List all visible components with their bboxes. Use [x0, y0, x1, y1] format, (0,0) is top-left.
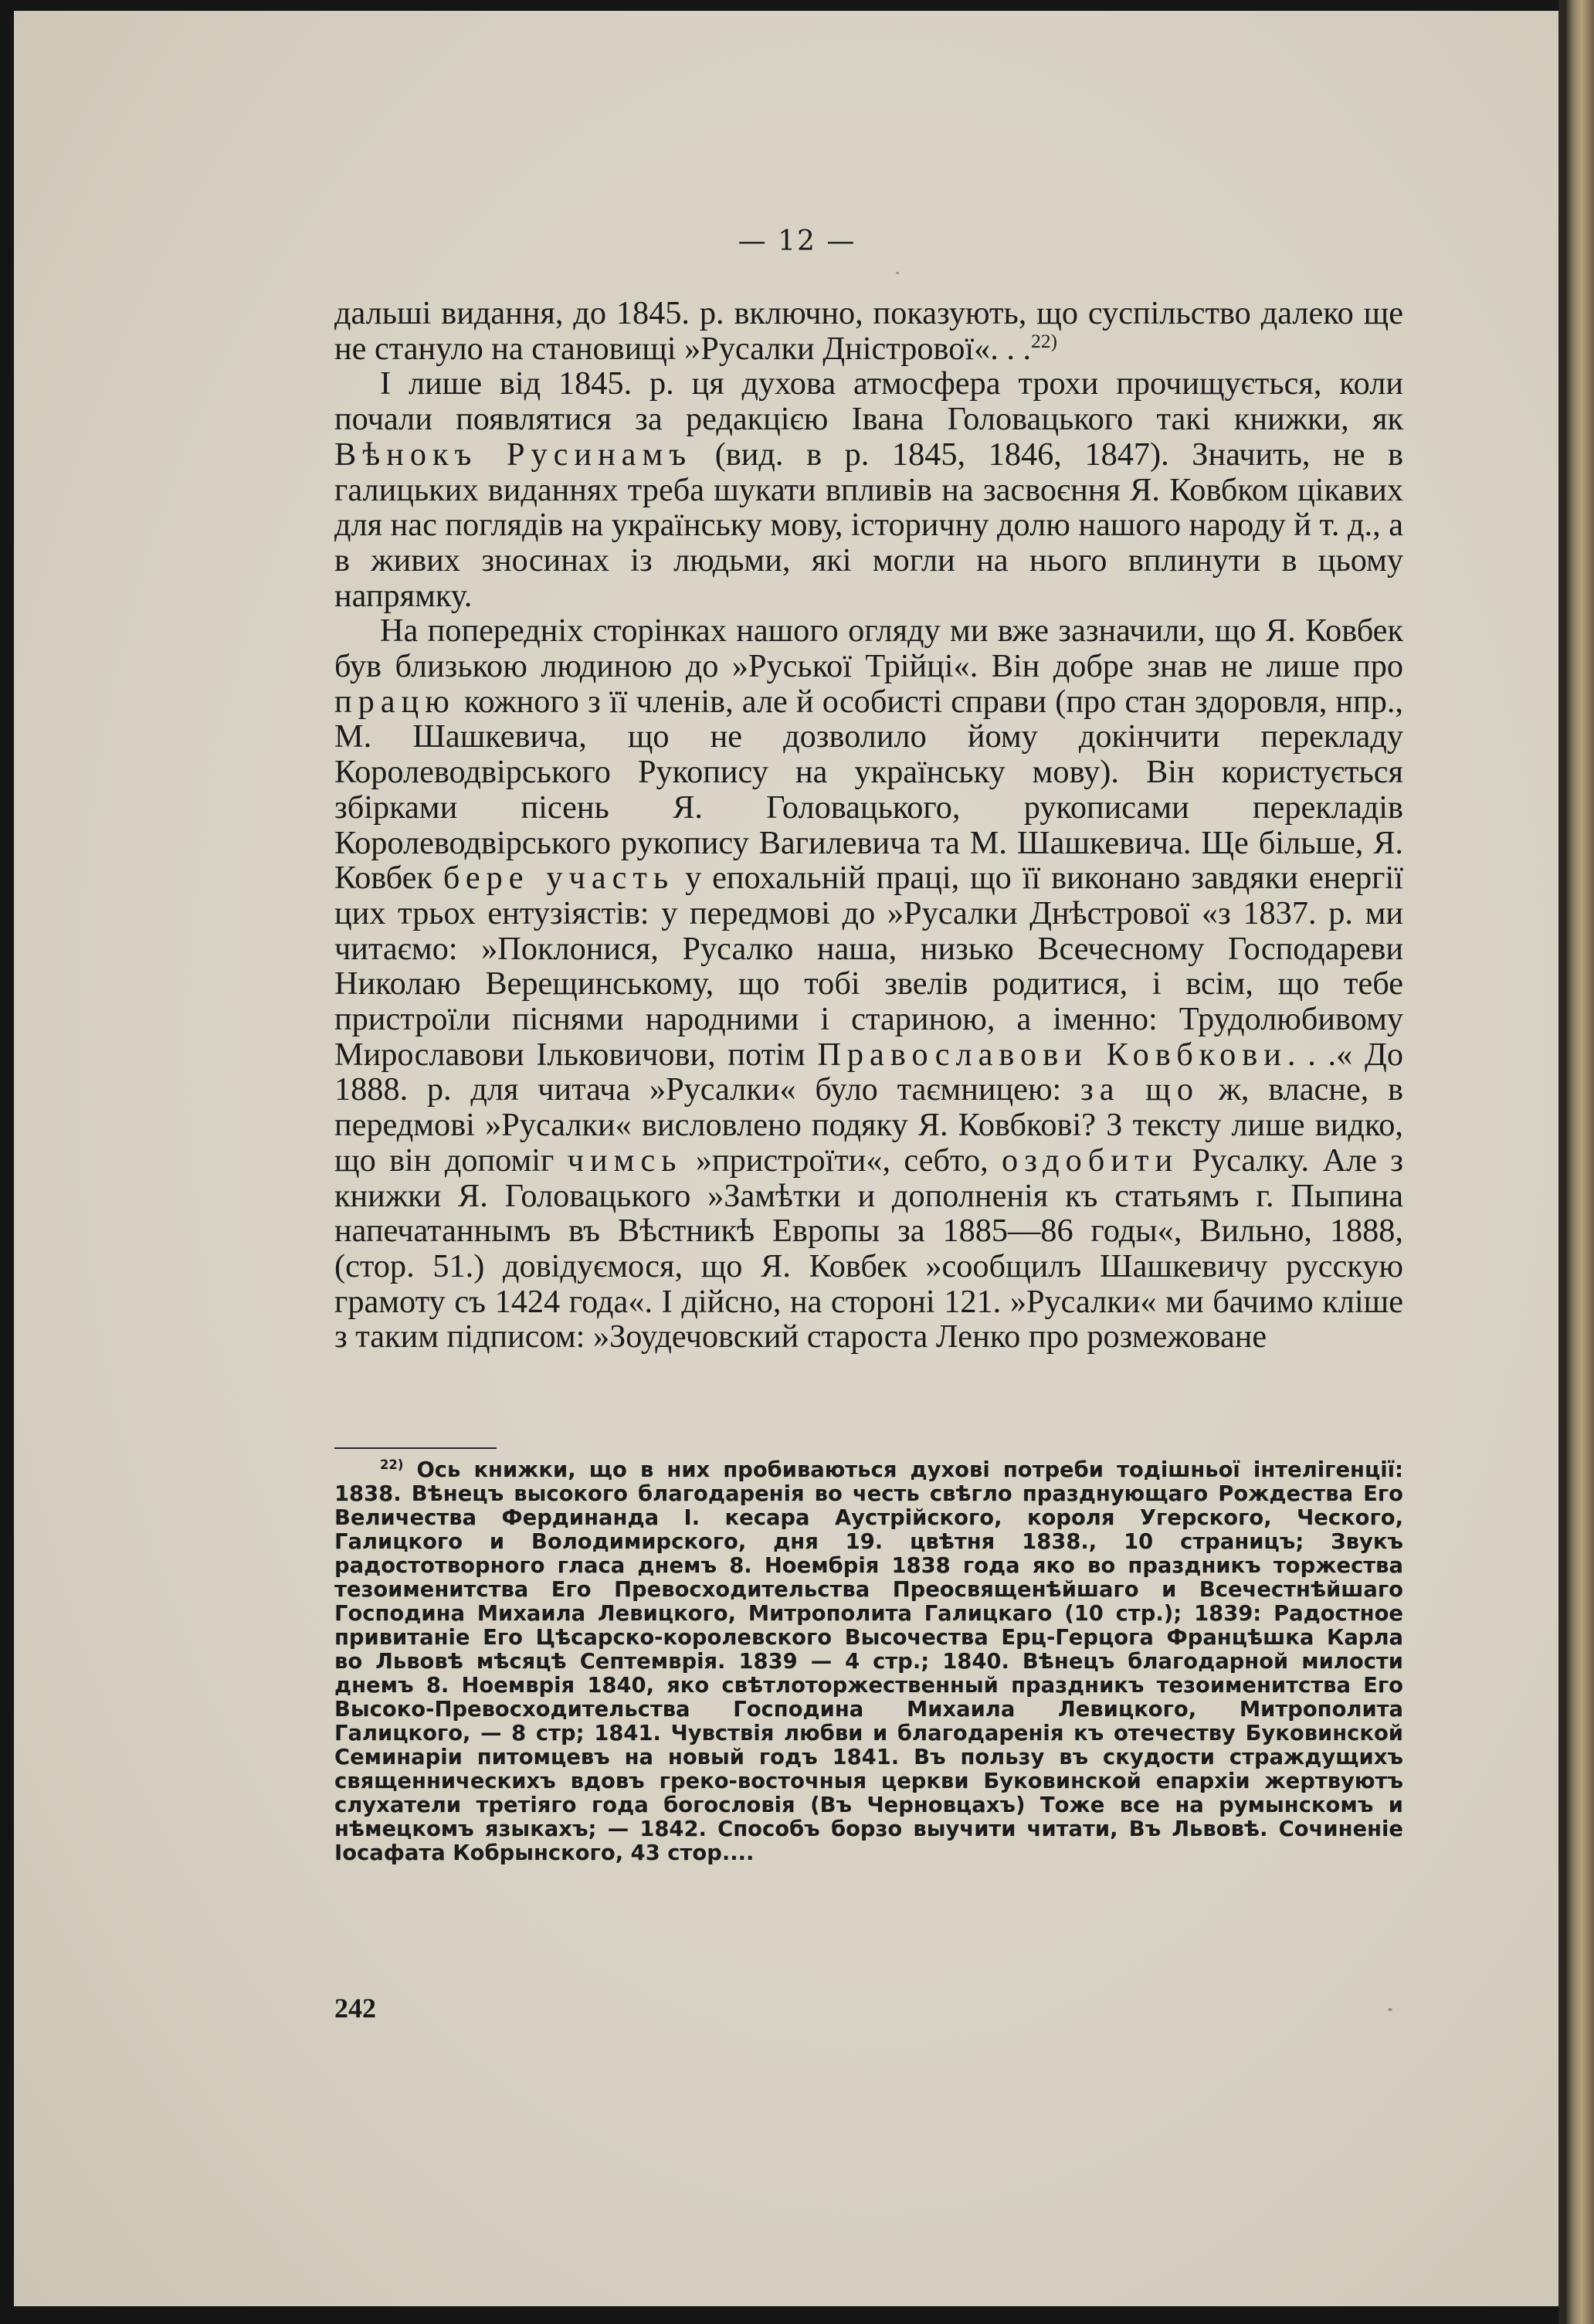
- text-run: у епохальній праці, що її виконано завдяки енергії цих трьох ентузіястів: у передмові до »Русалки Днѣстрової «з 1837. р. ми читаємо: »Поклонися, Русалко наша, низько Всечесному Господареви Николаю Верещинському, що тобі звелів родитися, і всім, що тебе пристроїли піснями народними і стариною, а іменно: Трудолюбивому Мирославови Ільковичови, потім: [334, 860, 1404, 1073]
- text-run: »пристроїти«, себто,: [682, 1142, 1002, 1179]
- paragraph: [334, 613, 1403, 1355]
- text-run: кожного з її членів, але й особисті справи (про стан здоровля, нпр., М. Шашкевича, що не дозволило йому докінчити перекладу Королеводвірського Рукопису на українську мову). Він користується збірками пісень Я. Головацького, рукописами перекладів Королеводвірського рукопису Вагилевича та М. Шашкевича. Ще більше, Я. Ковбек: [334, 683, 1403, 897]
- footnote-ref: 22): [1031, 330, 1057, 352]
- page-number: 242: [334, 1993, 376, 2024]
- footnote-marker: 22): [380, 1457, 404, 1472]
- text-run: (вид. в р. 1845, 1846, 1847). Значить, не в галицьких виданнях треба шукати впливів на засвоєння Я. Ковбком цікавих для нас поглядів на українську мову, історичну долю нашого народу й т. д., а в живих зносинах із людьми, які могли на нього вплинути в цьому напрямку.: [334, 436, 1403, 614]
- text-run: Русалку. Але з книжки Я. Головацького »Замѣтки и дополненія къ статьямъ г. Пыпина напечатаннымъ въ Вѣстникѣ Европы за 1885—86 годы«, Вильно, 1888, (стор. 51.) довідуємося, що Я. Ковбек »сообщилъ Шашкевичу русскую грамоту съ 1424 года«. І дійсно, на стороні 121. »Русалки« ми бачимо кліше з таким підписом: »Зоудечовский староста Ленко про розмежоване: [334, 1142, 1403, 1355]
- paper-speck: [896, 272, 899, 274]
- text-run: І лише від 1845. р. ця духова атмосфера трохи прочищується, коли почали появлятися за редакцією Івана Головацького такі книжки, як: [334, 365, 1403, 438]
- paragraph: [334, 296, 1403, 366]
- paragraph: [334, 366, 1403, 613]
- footnote-paragraph: [334, 1458, 1403, 1865]
- emphasis-spaced: оздобити: [1002, 1142, 1179, 1179]
- emphasis-spaced: за що: [1080, 1071, 1199, 1108]
- running-header: — 12 —: [738, 226, 856, 257]
- text-run: ж, власне, в передмові »Русалки« висловлено подяку Я. Ковбкові? З тексту лише видко, що він допоміг: [334, 1071, 1403, 1179]
- text-run: На попередніх сторінках нашого огляду ми вже зазначили, що Я. Ковбек був близькою людиною до »Руської Трійці«. Він добре знав не лише про: [334, 612, 1403, 685]
- emphasis-spaced: Православови Ковбкови: [817, 1036, 1287, 1073]
- text-run: . . .« До 1888. р. для читача »Русалки« було таємницею:: [334, 1036, 1403, 1108]
- footnote-divider: [334, 1447, 497, 1449]
- footnote: [334, 1458, 1403, 1865]
- emphasis-spaced: чимсь: [567, 1142, 683, 1179]
- body-text: [334, 296, 1403, 1355]
- page-gutter-shadow: [1558, 0, 1566, 2324]
- emphasis-spaced: працю: [334, 683, 456, 720]
- footnote-body: Ось книжки, що в них пробиваються духові потреби тодішньої інтелігенції: 1838. Вѣнецъ высокого благодаренія во честь свѣгло празднующаго Рождества Его Величества Фердинанда I. кесара Аустрійского, короля Угерского, Ческого, Галицкого и Володимирского, дня 19. цвѣтня 1838., 10 страницъ; Звукъ радостотворного гласа днемъ 8. Ноембрія 1838 года яко во праздникъ торжества тезоименитства Его Превосходительства Преосвященѣйшаго и Всечестнѣйшаго Господина Михаила Левицкого, Митрополита Галицкаго (10 стр.); 1839: Радостное привитаніе Его Цѣсарско-королевского Высочества Ерц-Герцога Францѣшка Карла во Львовѣ мѣсяцѣ Септемврія. 1839 — 4 стр.; 1840. Вѣнецъ благодарной милости днемъ 8. Ноемврія 1840, яко свѣтлоторжественный праздникъ тезоименитства Его Высоко-Превосходительства Господина Михаила Левицкого, Митрополита Галицкого, — 8 стр; 1841. Чувствія любви и благодаренія къ отечеству Буковинской Семинаріи питомцевъ на новый годъ 1841. Въ пользу въ скудости страждущихъ священническихъ вдовъ греко-восточныя церкви Буковинской епархіи жертвуютъ слухатели третіяго года богословія (Въ Черновцахъ) Тоже все на румынскомъ и нѣмецкомъ языкахъ; — 1842. Способъ борзо выучити читати, Въ Львовѣ. Сочиненіе Іосафата Кобрынского, 43 стор....: [334, 1458, 1403, 1865]
- emphasis-spaced: бере участь: [443, 860, 675, 897]
- paper-speck: [1388, 2008, 1392, 2011]
- emphasis-spaced: Вѣнокъ Русинамъ: [334, 436, 693, 473]
- book-edge: [1566, 0, 1594, 2324]
- text-run: дальші видання, до 1845. р. включно, показують, що суспільство далеко ще не стануло на становищі »Русалки Дністрової«. . .: [334, 295, 1403, 367]
